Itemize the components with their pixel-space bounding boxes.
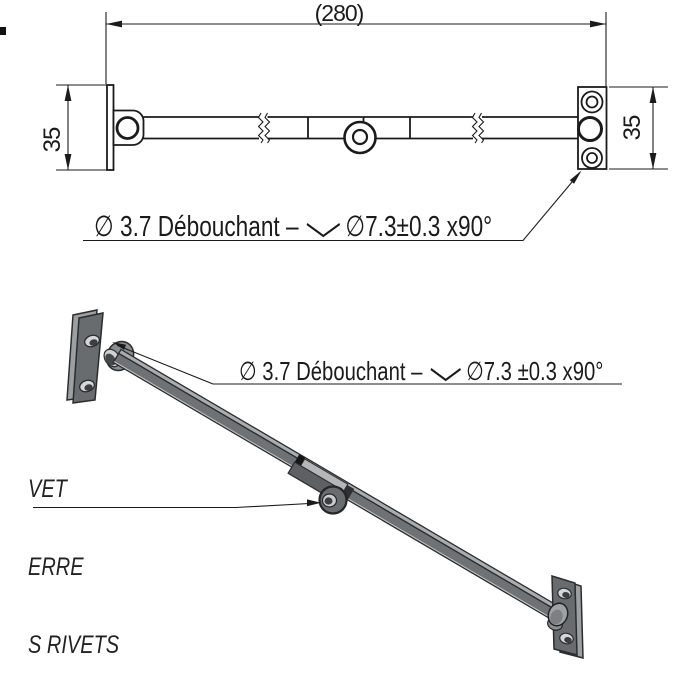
stay-arm-2d bbox=[107, 85, 607, 170]
arrowhead-icon bbox=[106, 21, 122, 28]
hole-note-prefix: ∅ 3.7 Débouchant – bbox=[94, 211, 299, 243]
clipped-edge-mark bbox=[0, 27, 6, 35]
top-view-hole-note bbox=[94, 209, 492, 244]
right-height-dimension-label: 35 bbox=[619, 115, 646, 141]
iso-plate-bottom-right bbox=[545, 576, 583, 658]
break-line-icon bbox=[473, 113, 478, 143]
right-plate-2d bbox=[578, 87, 607, 169]
countersunk-hole-inner bbox=[587, 153, 597, 163]
left-height-dimension-label: 35 bbox=[39, 127, 66, 153]
countersunk-hole-inner bbox=[587, 97, 598, 108]
left-plate-2d bbox=[107, 85, 114, 170]
top-view bbox=[56, 12, 668, 241]
arrowhead-icon bbox=[650, 153, 657, 169]
iso-left-note bbox=[28, 424, 119, 684]
center-pivot-2d bbox=[345, 118, 376, 154]
length-dimension-label: (280) bbox=[314, 0, 364, 26]
arrowhead-icon bbox=[65, 85, 72, 101]
hole-note-suffix: ∅7.3±0.3 x90° bbox=[345, 211, 493, 243]
arrowhead-icon bbox=[65, 154, 72, 170]
iso-left-note-line: ERRE bbox=[28, 553, 84, 581]
iso-left-note-line: S RIVETS bbox=[28, 631, 120, 659]
left-rivet-2d bbox=[117, 118, 138, 139]
right-rivet-2d bbox=[579, 118, 602, 141]
hole-note-prefix: ∅ 3.7 Débouchant – bbox=[239, 356, 423, 386]
countersink-icon bbox=[306, 221, 340, 239]
hole-note-suffix: ∅7.3 ±0.3 x90° bbox=[466, 356, 604, 386]
pivot-rivet-core bbox=[325, 497, 333, 504]
break-line-icon bbox=[259, 113, 264, 143]
iso-view-hole-note bbox=[239, 356, 603, 387]
arrowhead-icon bbox=[650, 87, 657, 103]
countersink-icon bbox=[430, 366, 461, 383]
arrowhead-icon bbox=[590, 21, 606, 28]
iso-left-note-line: VET bbox=[28, 475, 67, 503]
arrowhead-icon bbox=[570, 171, 582, 184]
pivot-hole-2d bbox=[353, 130, 367, 144]
